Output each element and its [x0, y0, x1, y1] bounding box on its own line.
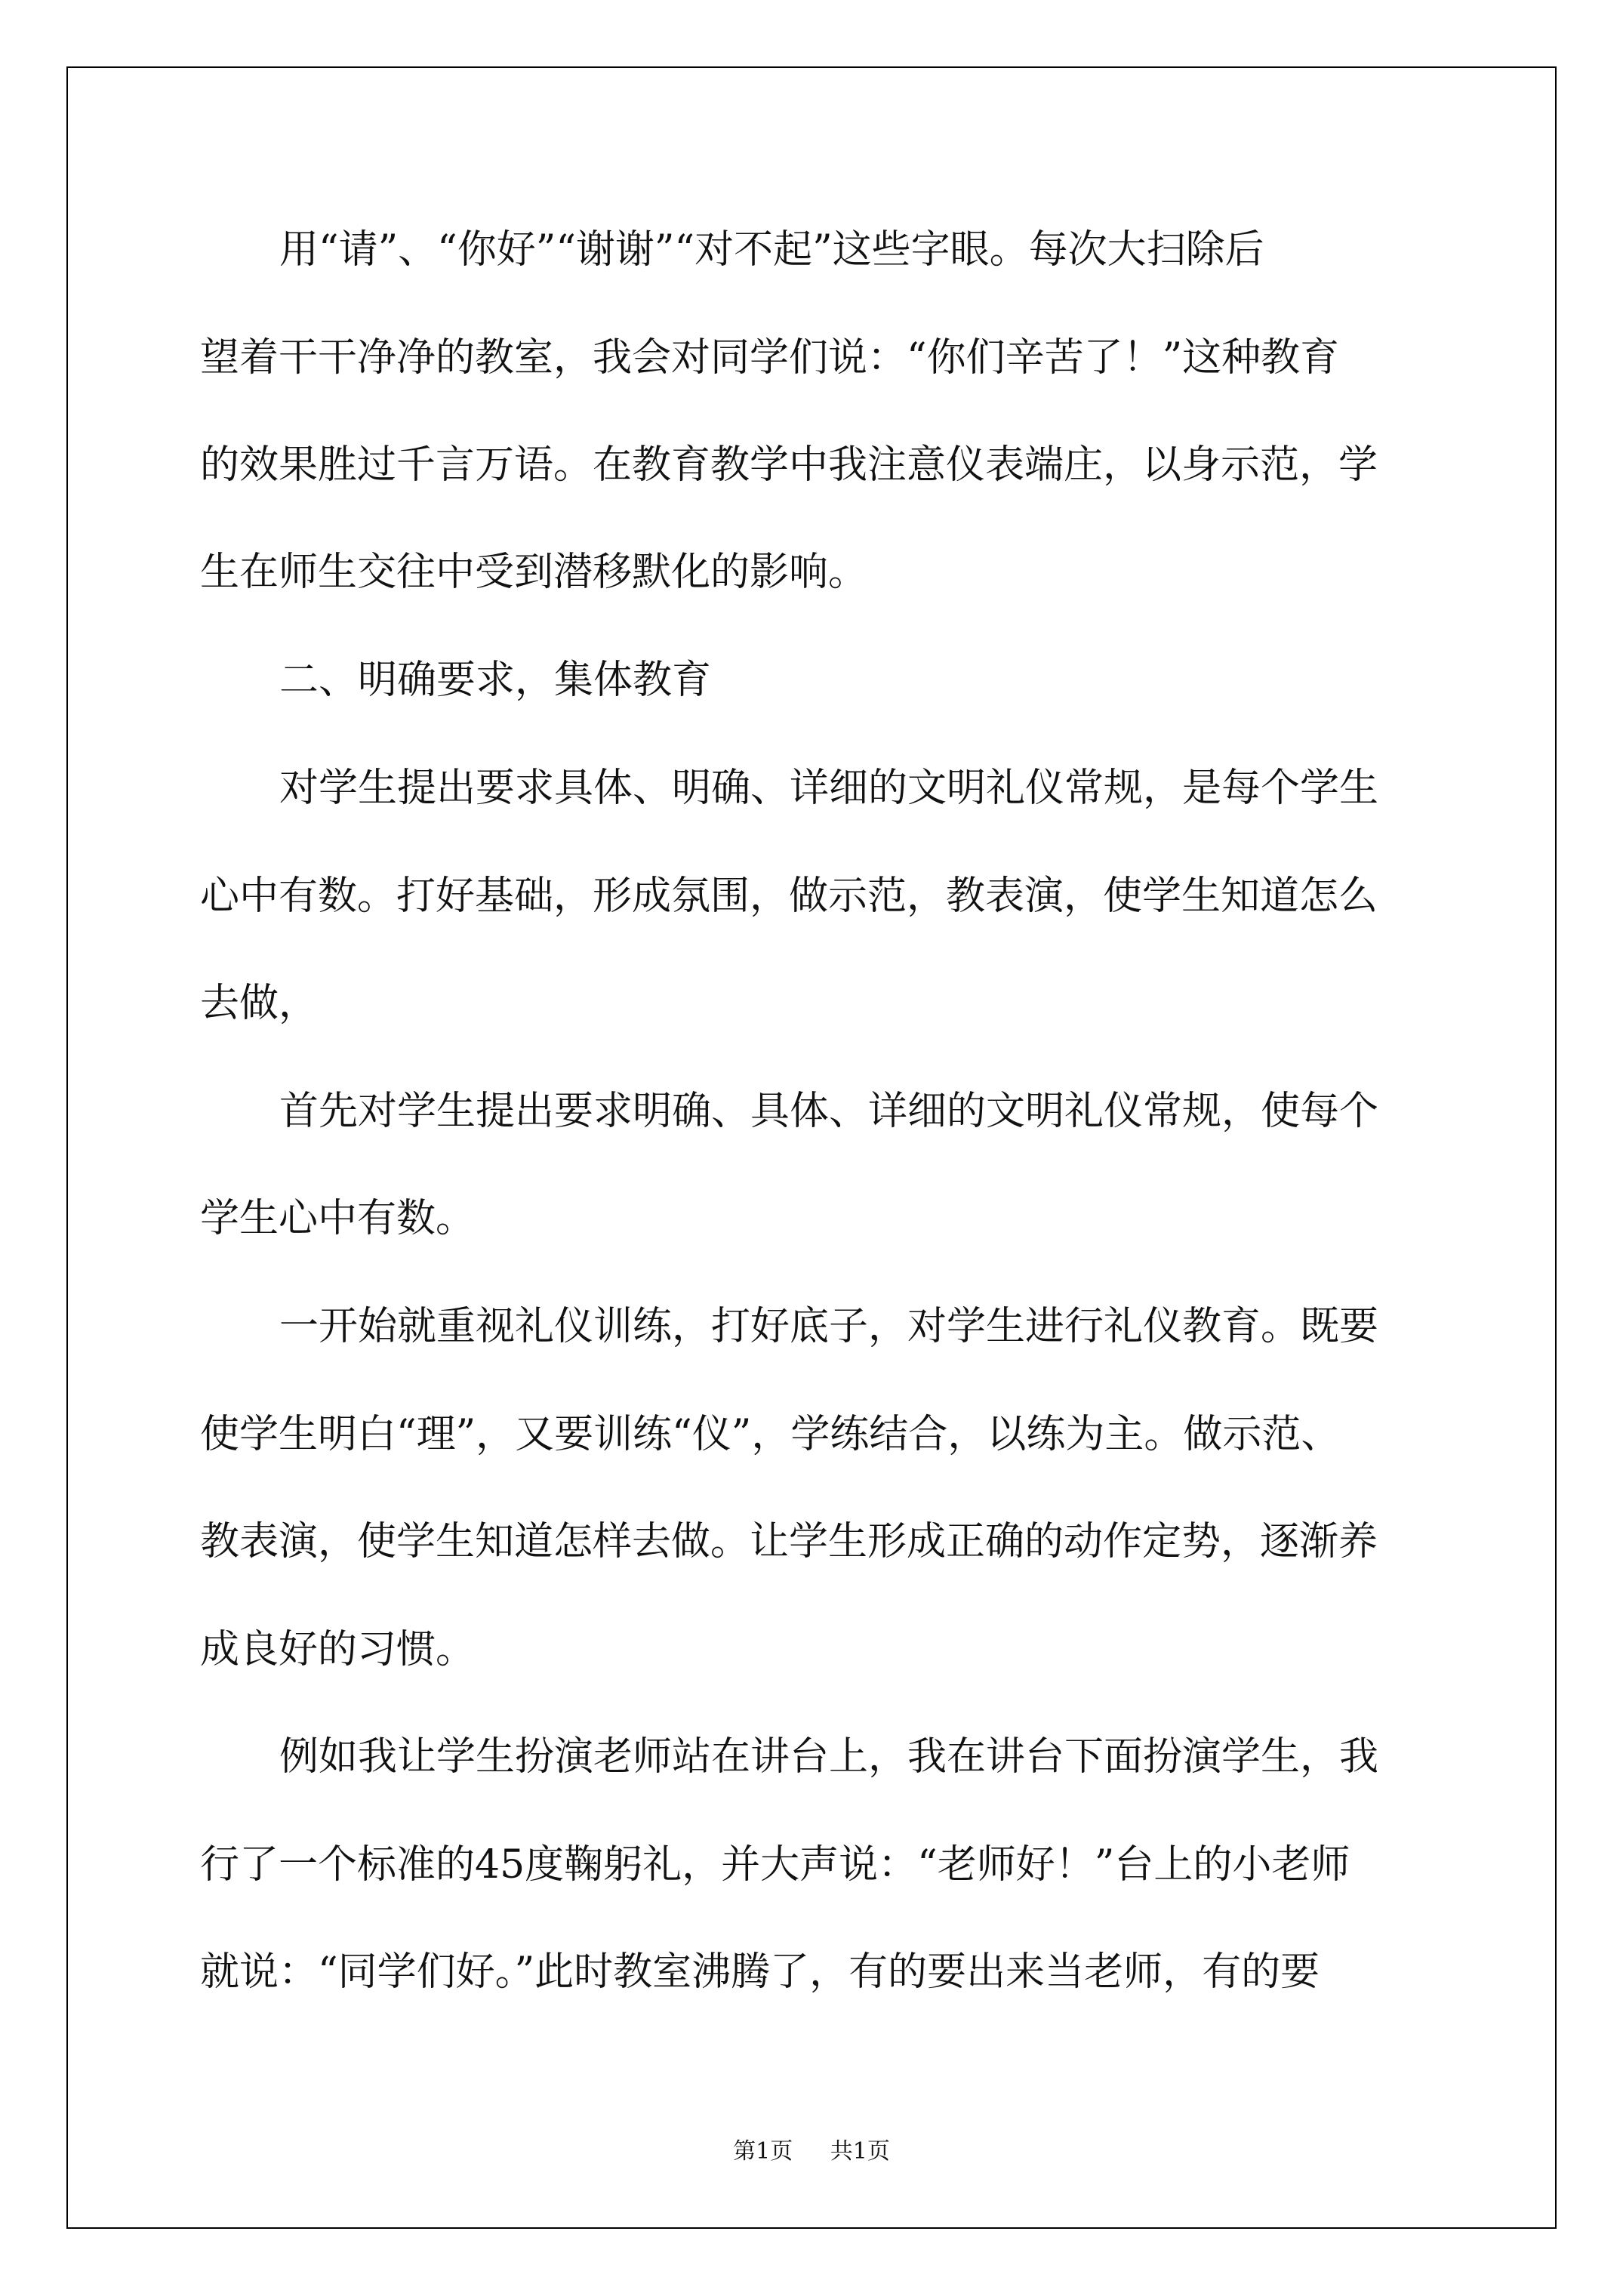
text-line: 心中有数。打好基础，形成氛围，做示范，教表演，使学生知道怎么	[200, 874, 1378, 919]
text-line: 首先对学生提出要求明确、具体、详细的文明礼仪常规，使每个	[279, 1089, 1379, 1134]
text-line: 例如我让学生扮演老师站在讲台上，我在讲台下面扮演学生，我	[279, 1734, 1379, 1780]
page-number: 第1页	[733, 2138, 793, 2165]
text-line: 生在师生交往中受到潜移默化的影响。	[200, 550, 868, 595]
text-line: 一开始就重视礼仪训练，打好底子，对学生进行礼仪教育。既要	[279, 1304, 1379, 1349]
text-line: 望着干干净净的教室，我会对同学们说：“你们辛苦了！”这种教育	[200, 335, 1340, 381]
text-line: 教表演，使学生知道怎样去做。让学生形成正确的动作定势，逐渐养	[200, 1519, 1378, 1564]
page-footer	[0, 2137, 1623, 2167]
page-border	[66, 66, 1557, 2229]
section-heading: 二、明确要求，集体教育	[279, 658, 712, 703]
text-line: 行了一个标准的45度鞠躬礼，并大声说：“老师好！”台上的小老师	[200, 1842, 1350, 1888]
text-line: 使学生明白“理”，又要训练“仪”，学练结合，以练为主。做示范、	[200, 1412, 1341, 1457]
text-line: 用“请”、“你好”“谢谢”“对不起”这些字眼。每次大扫除后	[279, 227, 1264, 273]
text-line: 就说：“同学们好。”此时教室沸腾了，有的要出来当老师，有的要	[200, 1949, 1320, 1995]
text-line: 成良好的习惯。	[200, 1627, 476, 1672]
text-line: 对学生提出要求具体、明确、详细的文明礼仪常规，是每个学生	[279, 766, 1379, 811]
text-line: 学生心中有数。	[200, 1196, 476, 1241]
page-total: 共1页	[830, 2138, 890, 2165]
text-line: 的效果胜过千言万语。在教育教学中我注意仪表端庄，以身示范，学	[200, 442, 1378, 488]
text-line: 去做，	[200, 981, 319, 1026]
